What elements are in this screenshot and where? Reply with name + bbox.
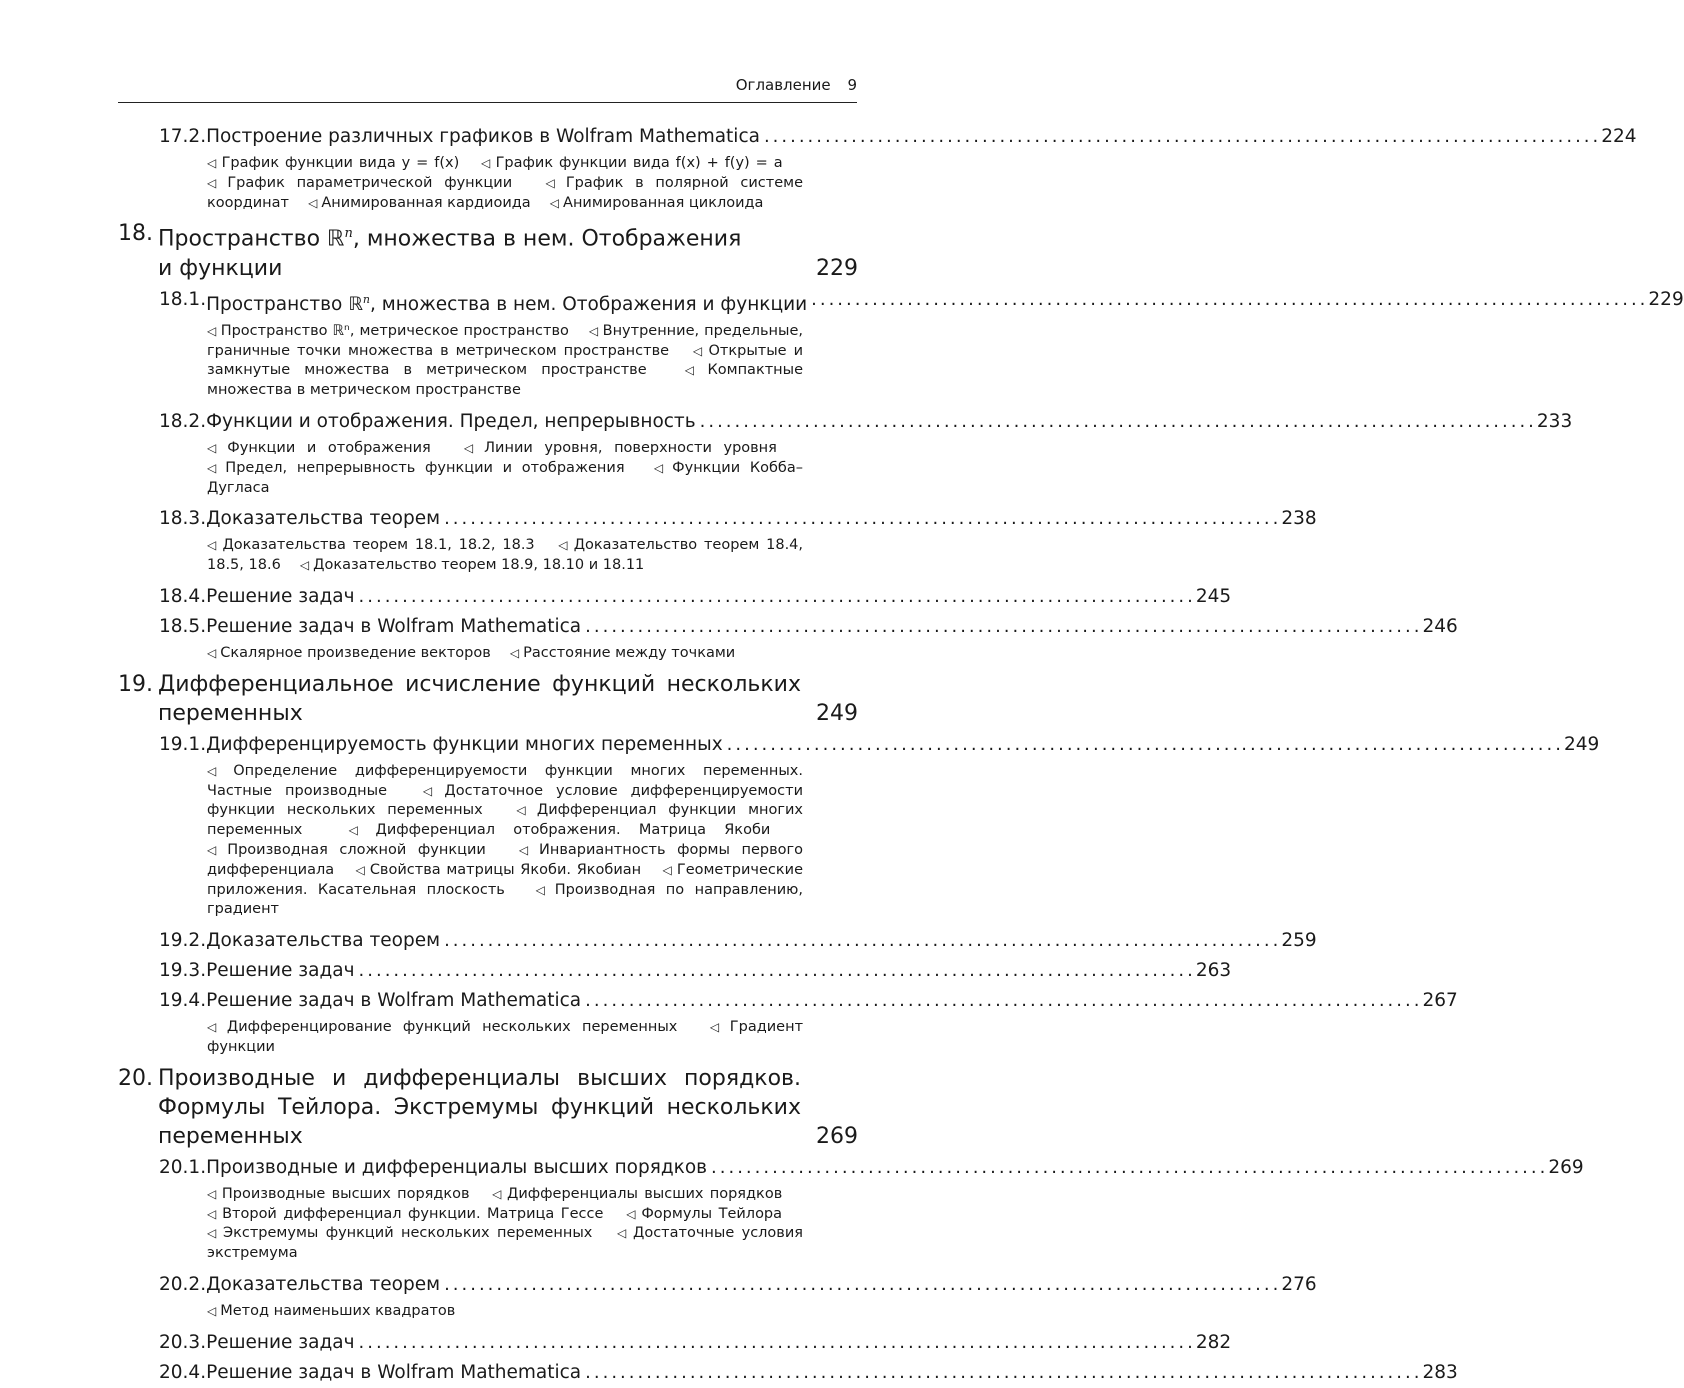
toc-section-20-1[interactable] — [159, 1153, 1584, 1183]
section-page: 246 — [1422, 616, 1458, 638]
chapter-page: 249 — [816, 700, 858, 726]
section-page: 233 — [1536, 411, 1573, 433]
section-title: Решение задач — [206, 960, 355, 982]
triangle-marker-icon: ◁ — [207, 156, 218, 170]
triangle-marker-icon: ◁ — [414, 783, 441, 798]
section-page: 282 — [1195, 1331, 1232, 1353]
toc-chapter-18[interactable] — [118, 219, 858, 282]
subtopic: ◁ Дифференциалы высших порядков — [490, 1185, 783, 1202]
toc-section-20-2[interactable] — [159, 1270, 1317, 1300]
toc-section-19-2[interactable] — [159, 926, 1317, 956]
triangle-marker-icon: ◁ — [207, 1186, 218, 1201]
subtopic: ◁ Предел, непрерывность функции и отображения — [207, 459, 625, 476]
dot-leader: ................................................................................................ — [726, 733, 1564, 755]
subtopic-list — [207, 1302, 803, 1322]
triangle-marker-icon: ◁ — [703, 1020, 726, 1035]
dot-leader: ................................................................................................ — [711, 1156, 1549, 1178]
subtopic: ◁ Экстремумы функций нескольких переменных — [207, 1225, 593, 1242]
triangle-marker-icon: ◁ — [624, 1206, 638, 1221]
section-number: 19.4. — [159, 990, 207, 1012]
chapter-title-line: Дифференциальное исчисление функций нескольких — [158, 671, 801, 697]
section-page: 267 — [1422, 990, 1458, 1012]
subtopic: ◁ Достаточное условие дифференцируемости функции нескольких переменных — [207, 782, 803, 819]
triangle-marker-icon: ◁ — [456, 441, 481, 456]
triangle-marker-icon: ◁ — [207, 1206, 219, 1221]
subtopic: ◁ Доказательство теорем 18.4, 18.5, 18.6 — [207, 537, 804, 574]
dot-leader: ................................................................................................ — [358, 586, 1196, 608]
subtopic-list — [207, 322, 803, 401]
subtopic: ◁ Открытые и замкнутые множества в метрическом пространстве — [207, 342, 804, 379]
dot-leader: ................................................................................................ — [358, 960, 1196, 982]
chapter-number: 19. — [118, 671, 153, 697]
triangle-marker-icon: ◁ — [207, 1304, 217, 1318]
subtopic: ◁ Определение дифференцируемости функции многих переменных. Частные производные — [207, 762, 803, 799]
subtopic: ◁ Анимированная циклоида — [549, 194, 764, 211]
section-number: 20.2. — [159, 1274, 207, 1295]
subtopic: ◁ Функции Кобба–Дугласа — [207, 459, 804, 496]
triangle-marker-icon: ◁ — [207, 460, 222, 475]
section-title: Производные и дифференциалы высших порядков — [206, 1156, 708, 1178]
triangle-marker-icon: ◁ — [207, 538, 219, 553]
toc-section-19-1[interactable] — [159, 730, 1600, 760]
section-page: 238 — [1281, 508, 1317, 530]
dot-leader: ................................................................................................ — [811, 288, 1649, 310]
triangle-marker-icon: ◁ — [479, 156, 492, 170]
dot-leader: ................................................................................................ — [358, 1331, 1196, 1353]
section-number: 19.2. — [159, 930, 207, 952]
subtopic: ◁ Линии уровня, поверхности уровня — [456, 440, 777, 457]
section-page: 269 — [1548, 1156, 1584, 1178]
triangle-marker-icon: ◁ — [207, 441, 224, 456]
triangle-marker-icon: ◁ — [588, 323, 599, 338]
dot-leader: ................................................................................................ — [585, 1361, 1423, 1383]
page-number: 9 — [847, 76, 857, 94]
dot-leader: ................................................................................................ — [585, 990, 1423, 1012]
section-number: 18.1. — [159, 288, 207, 310]
section-page: 263 — [1195, 960, 1232, 982]
section-page: 259 — [1281, 930, 1317, 952]
chapter-title-line: Производные и дифференциалы высших порядков. — [158, 1065, 801, 1091]
dot-leader: ................................................................................................ — [444, 1274, 1282, 1295]
triangle-marker-icon: ◁ — [207, 175, 224, 190]
section-number: 20.4. — [159, 1361, 207, 1383]
dot-leader: ................................................................................................ — [699, 411, 1537, 433]
chapter-page: 229 — [816, 255, 858, 281]
section-title: Доказательства теорем — [206, 1274, 441, 1295]
section-number: 18.3. — [159, 508, 207, 530]
subtopic: ◁ Внутренние, предельные, граничные точки множества в метрическом пространстве — [207, 322, 804, 359]
subtopic: ◁ Свойства матрицы Якоби. Якобиан — [354, 861, 642, 878]
subtopic: ◁ Компактные множества в метрическом пространстве — [207, 362, 803, 399]
subtopic: ◁ Второй дифференциал функции. Матрица Гессе — [207, 1205, 604, 1222]
triangle-marker-icon: ◁ — [207, 1226, 219, 1241]
toc-section-19-4[interactable] — [159, 986, 1458, 1016]
subtopic: ◁ Метод наименьших квадратов — [207, 1303, 456, 1319]
section-page: 245 — [1195, 586, 1232, 608]
subtopic: ◁ Анимированная кардиоида — [308, 194, 531, 211]
subtopic-list — [207, 644, 803, 664]
toc-section-18-3[interactable] — [159, 504, 1317, 534]
subtopic: ◁ Доказательства теорем 18.1, 18.2, 18.3 — [207, 537, 535, 554]
triangle-marker-icon: ◁ — [529, 882, 551, 897]
triangle-marker-icon: ◁ — [207, 763, 230, 778]
chapter-title-line: Формулы Тейлора. Экстремумы функций нескольких — [158, 1094, 801, 1120]
triangle-marker-icon: ◁ — [335, 823, 372, 838]
chapter-title-line: Пространство ℝ$^n$, множества в нем. Отображения — [158, 226, 742, 252]
subtopic: ◁ График функции вида f(x) + f(y) = a — [479, 155, 783, 171]
toc-chapter-19[interactable] — [118, 670, 858, 728]
triangle-marker-icon: ◁ — [675, 363, 704, 378]
triangle-marker-icon: ◁ — [207, 843, 224, 858]
section-title: Доказательства теорем — [206, 930, 441, 952]
subtopic: ◁ Достаточные условия экстремума — [207, 1225, 803, 1262]
subtopic: ◁ Доказательство теорем 18.9, 18.10 и 18.11 — [299, 557, 645, 574]
triangle-marker-icon: ◁ — [556, 538, 570, 553]
subtopic: ◁ Дифференцирование функций нескольких переменных — [207, 1019, 678, 1036]
subtopic-list — [207, 439, 803, 498]
section-number: 20.1. — [159, 1156, 207, 1178]
triangle-marker-icon: ◁ — [614, 1226, 629, 1241]
section-number: 17.2. — [159, 126, 207, 147]
chapter-number: 18. — [118, 221, 153, 247]
section-page: 276 — [1281, 1274, 1317, 1295]
subtopic: ◁ Расстояние между точками — [509, 645, 736, 662]
triangle-marker-icon: ◁ — [690, 343, 705, 358]
subtopic: ◁ График функции вида y = f(x) — [207, 155, 460, 171]
subtopic: ◁ Производные высших порядков — [207, 1185, 470, 1202]
section-number: 18.5. — [159, 616, 207, 638]
triangle-marker-icon: ◁ — [509, 646, 520, 661]
toc-section-18-1[interactable] — [159, 285, 1684, 320]
subtopic-list — [207, 154, 803, 213]
subtopic: ◁ Геометрические приложения. Касательная плоскость — [207, 861, 803, 898]
section-title: Доказательства теорем — [206, 508, 441, 530]
toc-chapter-20[interactable] — [118, 1064, 858, 1151]
subtopic: ◁ Дифференциал отображения. Матрица Якоби — [335, 822, 771, 839]
section-number: 18.4. — [159, 586, 207, 608]
section-title: Пространство ℝ$^n$, множества в нем. Отображения и функции — [206, 292, 808, 315]
subtopic: ◁ Производная сложной функции — [207, 842, 486, 859]
subtopic: ◁ Пространство ℝⁿ, метрическое пространство — [207, 322, 569, 339]
triangle-marker-icon: ◁ — [509, 803, 533, 818]
section-page: 224 — [1601, 126, 1637, 147]
dot-leader: ................................................................................................ — [444, 930, 1282, 952]
subtopic: ◁ Формулы Тейлора — [624, 1205, 783, 1222]
triangle-marker-icon: ◁ — [648, 460, 669, 475]
chapter-number: 20. — [118, 1065, 153, 1091]
subtopic-list — [207, 762, 803, 920]
triangle-marker-icon: ◁ — [490, 1186, 503, 1201]
toc-section-19-3[interactable] — [159, 956, 1232, 986]
subtopic: ◁ Скалярное произведение векторов — [207, 645, 491, 662]
triangle-marker-icon: ◁ — [207, 1020, 223, 1035]
section-title: Решение задач в Wolfram Mathematica — [206, 1361, 582, 1383]
chapter-title-line: переменных — [158, 1123, 303, 1149]
triangle-marker-icon: ◁ — [549, 195, 560, 210]
running-head — [118, 76, 857, 103]
triangle-marker-icon: ◁ — [207, 323, 217, 338]
toc-section-18-4[interactable] — [159, 582, 1232, 612]
dot-leader: ................................................................................................ — [585, 616, 1423, 638]
dot-leader: ................................................................................................ — [763, 126, 1602, 147]
section-title: Решение задач в Wolfram Mathematica — [206, 616, 582, 638]
section-title: Функции и отображения. Предел, непрерывность — [206, 411, 696, 433]
toc-section-18-2[interactable] — [159, 407, 1573, 437]
subtopic: ◁ Градиент функции — [207, 1019, 804, 1056]
chapter-title-line: переменных — [158, 700, 303, 726]
section-number: 19.3. — [159, 960, 207, 982]
table-of-contents — [118, 122, 1684, 1388]
section-number: 20.3. — [159, 1331, 207, 1353]
chapter-page: 269 — [816, 1123, 858, 1149]
section-number: 19.1. — [159, 733, 207, 755]
subtopic-list — [207, 1018, 803, 1058]
triangle-marker-icon: ◁ — [299, 558, 310, 573]
running-head-title: Оглавление — [735, 76, 831, 94]
section-number: 18.2. — [159, 411, 207, 433]
section-title: Дифференцируемость функции многих переменных — [206, 733, 723, 755]
section-title: Построение различных графиков в Wolfram Mathematica — [206, 126, 760, 147]
subtopic: ◁ Производная по направлению, градиент — [207, 881, 803, 918]
subtopic: ◁ Инвариантность формы первого дифференциала — [207, 842, 804, 878]
triangle-marker-icon: ◁ — [538, 175, 562, 190]
section-title: Решение задач — [206, 586, 355, 608]
triangle-marker-icon: ◁ — [661, 862, 673, 877]
subtopic: ◁ График в полярной системе координат — [207, 174, 803, 211]
toc-section-18-5[interactable] — [159, 612, 1458, 642]
section-title: Решение задач — [206, 1331, 355, 1353]
subtopic-list — [207, 536, 803, 576]
section-page: 283 — [1422, 1361, 1458, 1383]
triangle-marker-icon: ◁ — [354, 862, 366, 877]
subtopic: ◁ Функции и отображения — [207, 440, 431, 457]
section-title: Решение задач в Wolfram Mathematica — [206, 990, 582, 1012]
triangle-marker-icon: ◁ — [207, 646, 217, 661]
subtopic-list — [207, 1185, 803, 1264]
section-page: 249 — [1563, 733, 1600, 755]
triangle-marker-icon: ◁ — [308, 195, 318, 210]
dot-leader: ................................................................................................ — [444, 508, 1282, 530]
toc-section-20-3[interactable] — [159, 1328, 1232, 1358]
toc-section-17-2[interactable] — [159, 122, 1637, 152]
triangle-marker-icon: ◁ — [511, 843, 536, 858]
toc-section-20-4[interactable] — [159, 1358, 1458, 1388]
subtopic: ◁ Дифференциал функции многих переменных — [207, 802, 804, 839]
subtopic: ◁ График параметрической функции — [207, 174, 513, 191]
section-page: 229 — [1648, 288, 1684, 310]
chapter-title-line: и функции — [158, 255, 283, 281]
